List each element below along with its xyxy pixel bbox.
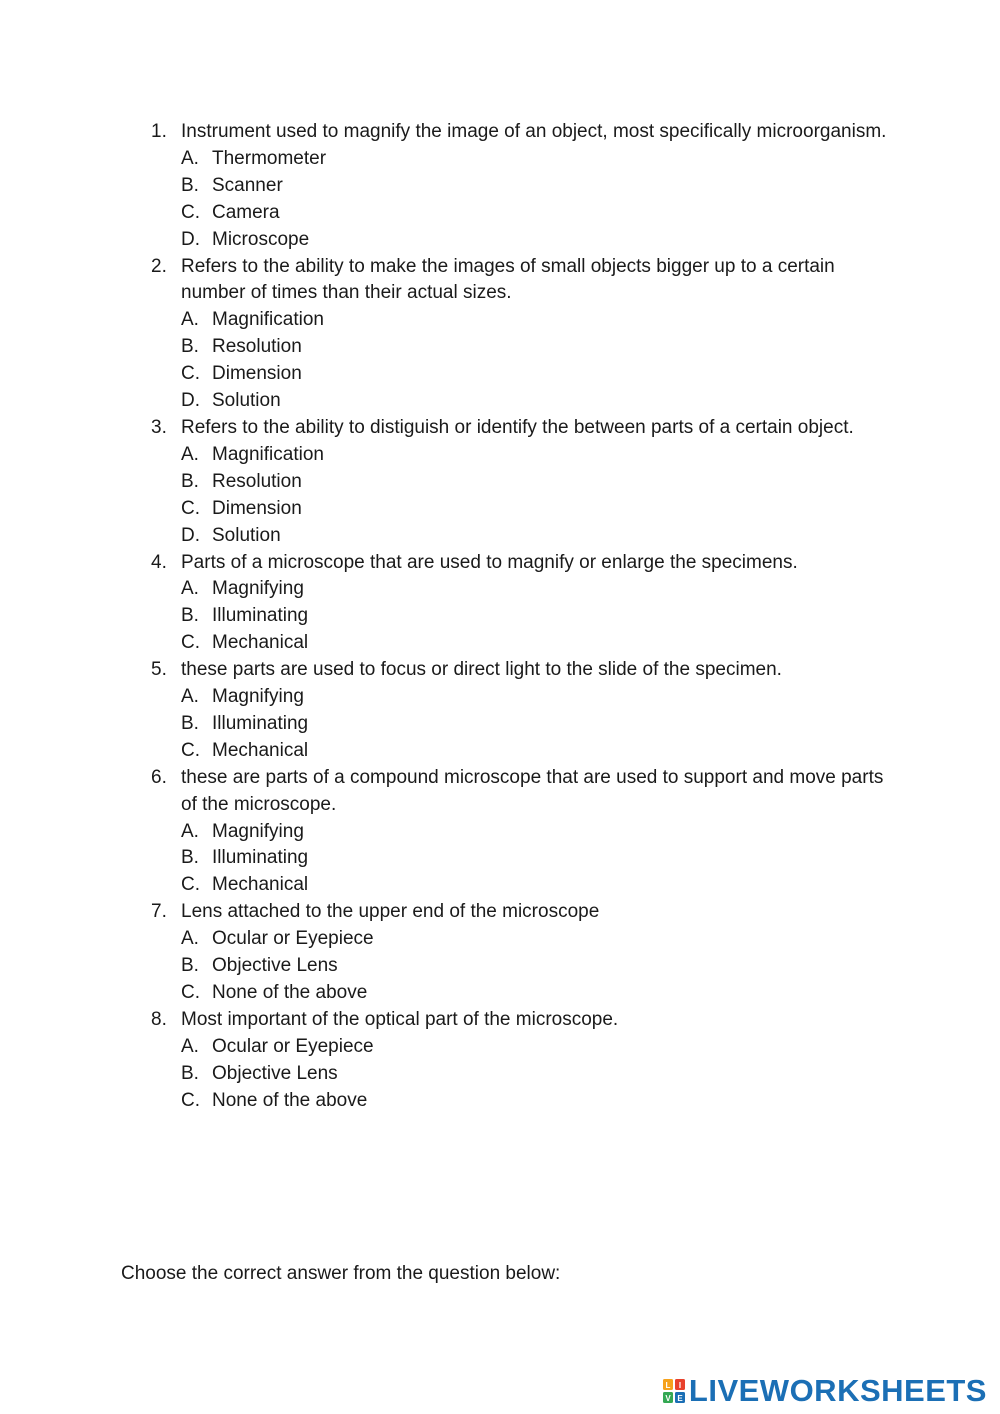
answer-option[interactable] <box>181 496 891 523</box>
answer-option[interactable] <box>181 523 891 550</box>
question-number: 7. <box>151 901 167 923</box>
answer-option[interactable] <box>181 388 891 415</box>
svg-text:E: E <box>677 1394 683 1403</box>
question-number: 6. <box>151 766 167 788</box>
question-item <box>151 415 891 550</box>
question-list <box>151 119 891 1115</box>
option-text: Resolution <box>212 336 302 358</box>
option-letter: D. <box>181 524 200 546</box>
answer-option[interactable] <box>181 146 891 173</box>
answer-option[interactable] <box>181 361 891 388</box>
answer-option[interactable] <box>181 1034 891 1061</box>
answer-option[interactable] <box>181 334 891 361</box>
option-text: Illuminating <box>212 605 309 627</box>
question-number: 4. <box>151 551 167 573</box>
answer-option[interactable] <box>181 307 891 334</box>
option-letter: D. <box>181 228 200 250</box>
option-list <box>181 819 891 900</box>
question-text: Lens attached to the upper end of the microscope <box>181 901 600 923</box>
option-text: Magnifying <box>212 578 304 600</box>
option-text: Mechanical <box>212 739 309 761</box>
option-list <box>181 684 891 765</box>
option-letter: C. <box>181 739 200 761</box>
svg-text:L: L <box>665 1381 671 1390</box>
option-list <box>181 146 891 254</box>
option-text: Illuminating <box>212 847 309 869</box>
option-text: Objective Lens <box>212 1062 338 1084</box>
question-item <box>151 119 891 254</box>
answer-option[interactable] <box>181 980 891 1007</box>
option-list <box>181 1034 891 1115</box>
option-letter: A. <box>181 1035 199 1057</box>
answer-option[interactable] <box>181 926 891 953</box>
option-letter: A. <box>181 578 199 600</box>
option-list <box>181 442 891 550</box>
answer-option[interactable] <box>181 1088 891 1115</box>
option-text: None of the above <box>212 1089 368 1111</box>
question-text: Refers to the ability to make the images of small objects bigger up to a certain number of times than their actual sizes. <box>181 255 835 304</box>
answer-option[interactable] <box>181 603 891 630</box>
option-letter: B. <box>181 955 199 977</box>
option-text: Ocular or Eyepiece <box>212 928 374 950</box>
question-text: Refers to the ability to distiguish or identify the between parts of a certain object. <box>181 416 854 438</box>
option-letter: B. <box>181 336 199 358</box>
option-letter: B. <box>181 174 199 196</box>
option-letter: C. <box>181 201 200 223</box>
answer-option[interactable] <box>181 819 891 846</box>
option-text: Objective Lens <box>212 955 338 977</box>
question-text: Instrument used to magnify the image of an object, most specifically microorganism. <box>181 121 887 142</box>
option-letter: D. <box>181 390 200 412</box>
option-text: Camera <box>212 201 280 223</box>
option-letter: C. <box>181 632 200 654</box>
answer-option[interactable] <box>181 684 891 711</box>
svg-text:V: V <box>665 1394 671 1403</box>
option-list <box>181 307 891 415</box>
answer-option[interactable] <box>181 173 891 200</box>
svg-text:I: I <box>678 1381 682 1390</box>
option-letter: A. <box>181 820 199 842</box>
question-item <box>151 254 891 415</box>
liveworksheets-logo-icon <box>663 1379 685 1403</box>
question-item <box>151 899 891 1007</box>
option-text: Illuminating <box>212 712 309 734</box>
option-letter: C. <box>181 1089 200 1111</box>
option-text: Mechanical <box>212 632 309 654</box>
option-letter: C. <box>181 874 200 896</box>
option-text: Mechanical <box>212 874 309 896</box>
question-item <box>151 657 891 765</box>
answer-option[interactable] <box>181 845 891 872</box>
question-number: 1. <box>151 121 167 142</box>
answer-option[interactable] <box>181 738 891 765</box>
option-text: Ocular or Eyepiece <box>212 1035 374 1057</box>
option-text: Magnification <box>212 443 324 465</box>
question-text: Most important of the optical part of the microscope. <box>181 1008 619 1030</box>
answer-option[interactable] <box>181 1061 891 1088</box>
option-letter: A. <box>181 686 199 708</box>
question-number: 3. <box>151 416 167 438</box>
option-letter: C. <box>181 363 200 385</box>
brand-footer <box>663 1374 987 1408</box>
option-letter: A. <box>181 443 199 465</box>
answer-option[interactable] <box>181 953 891 980</box>
option-list <box>181 926 891 1007</box>
option-letter: A. <box>181 309 199 331</box>
question-item <box>151 550 891 658</box>
option-text: Resolution <box>212 470 302 492</box>
option-text: Dimension <box>212 363 302 385</box>
option-letter: B. <box>181 470 199 492</box>
question-item <box>151 765 891 900</box>
answer-option[interactable] <box>181 872 891 899</box>
answer-option[interactable] <box>181 200 891 227</box>
question-number: 5. <box>151 659 167 681</box>
brand-name: LIVEWORKSHEETS <box>688 1373 987 1408</box>
option-text: Microscope <box>212 228 310 250</box>
answer-option[interactable] <box>181 630 891 657</box>
option-letter: B. <box>181 712 199 734</box>
question-number: 2. <box>151 255 167 277</box>
option-letter: C. <box>181 497 200 519</box>
question-text: these parts are used to focus or direct light to the slide of the specimen. <box>181 659 782 681</box>
answer-option[interactable] <box>181 442 891 469</box>
answer-option[interactable] <box>181 576 891 603</box>
question-number: 8. <box>151 1008 167 1030</box>
question-text: these are parts of a compound microscope that are used to support and move parts of the microscope. <box>181 766 884 815</box>
option-list <box>181 576 891 657</box>
option-letter: A. <box>181 147 199 169</box>
option-letter: B. <box>181 847 199 869</box>
option-letter: B. <box>181 1062 199 1084</box>
option-text: Solution <box>212 524 281 546</box>
question-item <box>151 1007 891 1115</box>
option-text: Scanner <box>212 174 283 196</box>
answer-option[interactable] <box>181 711 891 738</box>
option-text: Dimension <box>212 497 302 519</box>
question-text: Parts of a microscope that are used to magnify or enlarge the specimens. <box>181 551 798 573</box>
option-letter: B. <box>181 605 199 627</box>
option-text: Solution <box>212 390 281 412</box>
option-text: Thermometer <box>212 147 327 169</box>
option-text: Magnifying <box>212 820 304 842</box>
option-text: None of the above <box>212 982 368 1003</box>
option-letter: C. <box>181 982 200 1003</box>
option-letter: A. <box>181 928 199 950</box>
instruction-text: Choose the correct answer from the question below: <box>121 1263 561 1284</box>
option-text: Magnifying <box>212 686 304 708</box>
answer-option[interactable] <box>181 227 891 254</box>
answer-option[interactable] <box>181 469 891 496</box>
option-text: Magnification <box>212 309 324 331</box>
